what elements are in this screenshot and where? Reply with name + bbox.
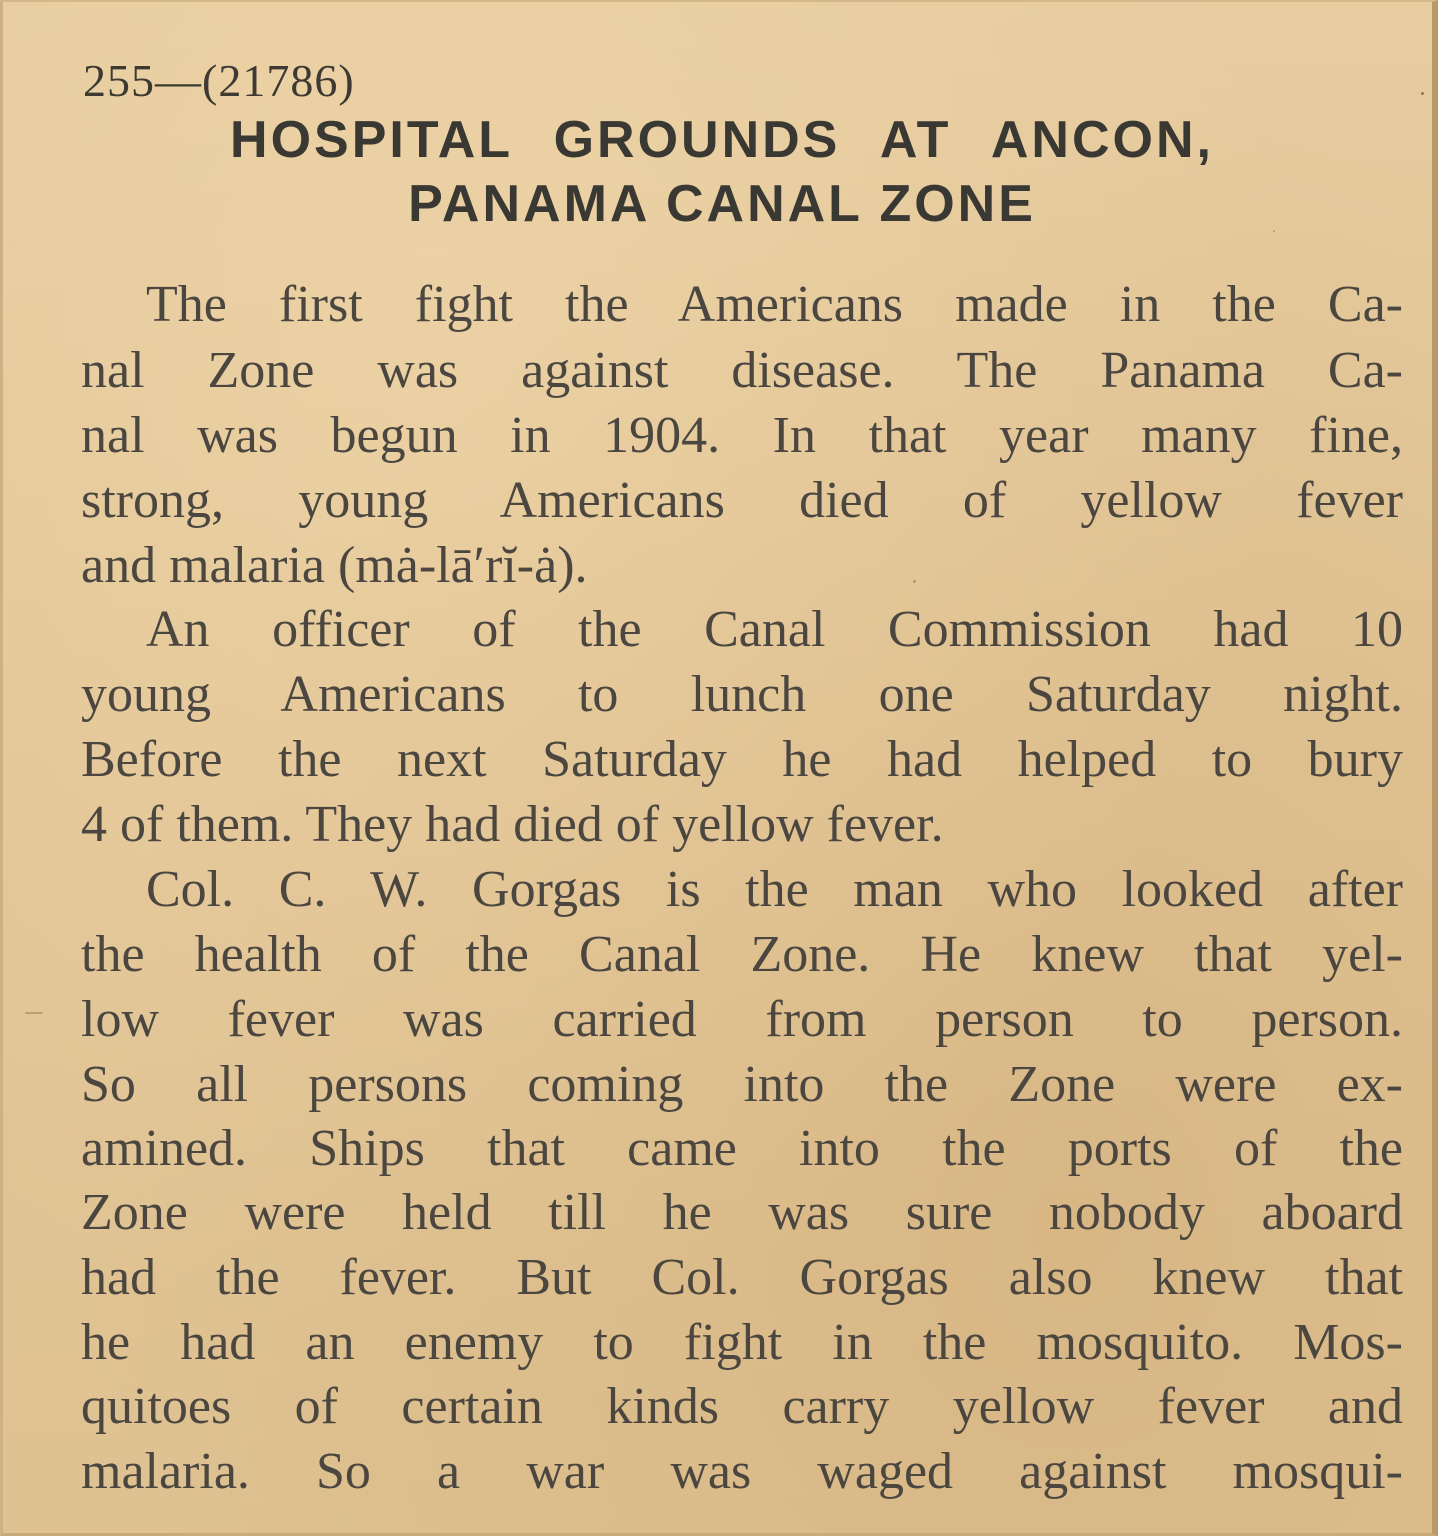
body-line: malaria. So a war was waged against mosqui- [81,1443,1403,1500]
body-line: the health of the Canal Zone. He knew that yel- [81,926,1403,983]
body-line: nal Zone was against disease. The Panama Ca- [81,342,1403,399]
paper-speck [25,1012,43,1014]
body-line: amined. Ships that came into the ports of the [81,1120,1403,1177]
body-line: An officer of the Canal Commission had 10 [146,601,1403,658]
body-line: So all persons coming into the Zone were ex- [81,1056,1403,1113]
body-line: The first fight the Americans made in the Ca- [146,276,1403,333]
body-line: quitoes of certain kinds carry yellow fever and [81,1378,1403,1435]
body-line: Before the next Saturday he had helped to bury [81,731,1403,788]
paper-speck [1273,230,1275,232]
paper-speck [913,580,916,583]
title-line-1: HOSPITAL GROUNDS AT ANCON, [230,111,1214,169]
title-line-2: PANAMA CANAL ZONE [408,175,1036,233]
body-line: Col. C. W. Gorgas is the man who looked after [146,861,1403,918]
body-line: and malaria (mȧ-lā′rĭ-ȧ). [81,537,588,594]
body-line: 4 of them. They had died of yellow fever. [81,796,944,853]
body-line: young Americans to lunch one Saturday night. [81,666,1403,723]
body-line: nal was begun in 1904. In that year many fine, [81,407,1403,464]
body-line: low fever was carried from person to person. [81,991,1403,1048]
body-line: he had an enemy to fight in the mosquito. Mos- [81,1314,1403,1371]
card-number: 255—(21786) [83,55,355,106]
body-line: Zone were held till he was sure nobody aboard [81,1184,1403,1241]
body-line: had the fever. But Col. Gorgas also knew that [81,1249,1403,1306]
body-line: strong, young Americans died of yellow fever [81,472,1403,529]
paper-speck [1421,92,1424,95]
